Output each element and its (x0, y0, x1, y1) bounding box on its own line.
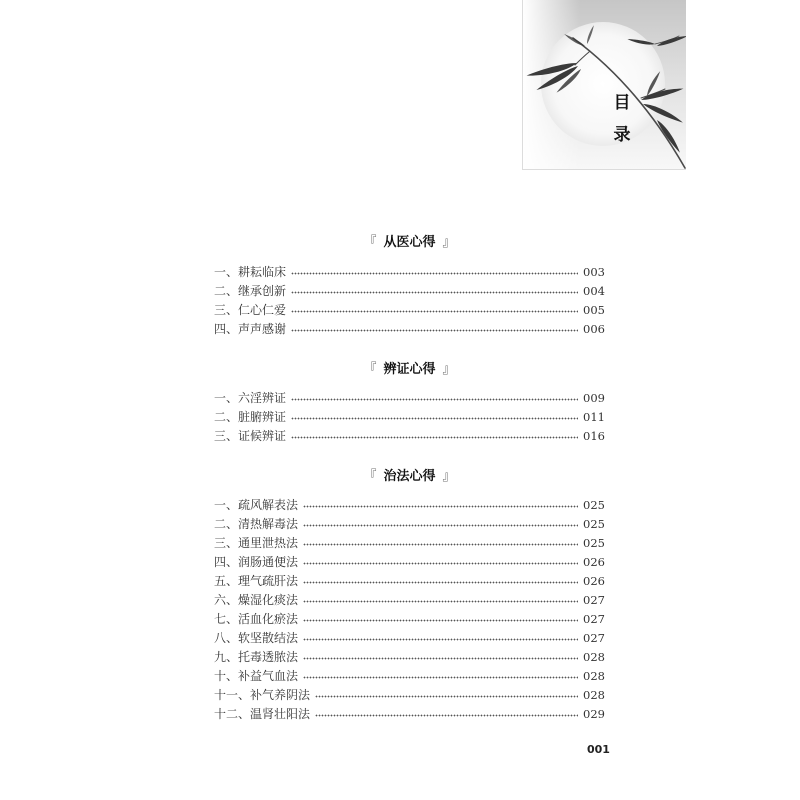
toc-entry (214, 515, 605, 534)
toc-entry (214, 534, 605, 553)
toc-entry (214, 282, 605, 301)
entry-page-number: 003 (583, 265, 605, 279)
dot-leader (291, 417, 578, 420)
entry-page-number: 027 (583, 612, 605, 626)
entry-page-number: 025 (583, 536, 605, 550)
entry-page-number: 026 (583, 574, 605, 588)
dot-leader (291, 329, 578, 332)
toc-entry (214, 591, 605, 610)
dot-leader (291, 310, 578, 313)
toc-entry (214, 705, 605, 724)
section-title-open-bracket: 『 (363, 235, 377, 250)
dot-leader (303, 524, 578, 527)
entry-title: 七、活血化瘀法 (214, 612, 299, 626)
entry-title: 三、通里泄热法 (214, 536, 299, 550)
toc-entry (214, 263, 605, 282)
toc-entry (214, 553, 605, 572)
dot-leader (291, 291, 578, 294)
entry-page-number: 028 (583, 688, 605, 702)
toc-entry (214, 648, 605, 667)
section-title-close-bracket: 』 (442, 469, 456, 484)
section-entries (214, 389, 605, 446)
section-title (214, 362, 605, 378)
section-entries (214, 263, 605, 339)
toc-entry (214, 427, 605, 446)
toc-entry (214, 389, 605, 408)
toc-entry (214, 629, 605, 648)
toc-entry (214, 572, 605, 591)
entry-page-number: 016 (583, 429, 605, 443)
entry-title: 三、证候辨证 (214, 429, 287, 443)
entry-title: 八、软坚散结法 (214, 631, 299, 645)
toc-title-char-1: 目 (613, 93, 631, 113)
toc-entry (214, 320, 605, 339)
entry-title: 二、脏腑辨证 (214, 410, 287, 424)
entry-title: 十、补益气血法 (214, 669, 299, 683)
entry-page-number: 028 (583, 669, 605, 683)
section-title-open-bracket: 『 (363, 469, 377, 484)
toc-entry (214, 301, 605, 320)
section-title-text: 辨证心得 (383, 362, 436, 377)
entry-page-number: 009 (583, 391, 605, 405)
entry-title: 四、润肠通便法 (214, 555, 299, 569)
entry-page-number: 025 (583, 517, 605, 531)
toc-entry (214, 408, 605, 427)
dot-leader (303, 505, 578, 508)
dot-leader (291, 398, 578, 401)
entry-page-number: 026 (583, 555, 605, 569)
dot-leader (303, 600, 578, 603)
bamboo-moon-illustration (523, 0, 686, 170)
entry-title: 三、仁心仁爱 (214, 303, 287, 317)
page-number: 001 (587, 743, 610, 756)
section-title (214, 235, 605, 251)
entry-page-number: 011 (583, 410, 605, 424)
entry-title: 四、声声感谢 (214, 322, 287, 336)
entry-page-number: 027 (583, 593, 605, 607)
entry-title: 十一、补气养阴法 (214, 688, 311, 702)
entry-title: 二、清热解毒法 (214, 517, 299, 531)
entry-title: 五、理气疏肝法 (214, 574, 299, 588)
section-entries (214, 496, 605, 724)
toc-title-char-2: 录 (613, 125, 631, 145)
dot-leader (303, 543, 578, 546)
entry-title: 九、托毒透脓法 (214, 650, 299, 664)
section-title-text: 治法心得 (383, 469, 436, 484)
header-illustration (522, 0, 686, 170)
entry-title: 一、六淫辨证 (214, 391, 287, 405)
dot-leader (303, 619, 578, 622)
moon (541, 22, 665, 146)
entry-title: 二、继承创新 (214, 284, 287, 298)
entry-title: 一、耕耘临床 (214, 265, 287, 279)
entry-title: 一、疏风解表法 (214, 498, 299, 512)
section-title-open-bracket: 『 (363, 362, 377, 377)
entry-title: 十二、温肾壮阳法 (214, 707, 311, 721)
dot-leader (315, 714, 578, 717)
entry-title: 六、燥湿化痰法 (214, 593, 299, 607)
entry-page-number: 027 (583, 631, 605, 645)
dot-leader (303, 638, 578, 641)
entry-page-number: 006 (583, 322, 605, 336)
section-title-close-bracket: 』 (442, 362, 456, 377)
section-title-close-bracket: 』 (442, 235, 456, 250)
toc-entry (214, 496, 605, 515)
dot-leader (291, 272, 578, 275)
entry-page-number: 025 (583, 498, 605, 512)
entry-page-number: 029 (583, 707, 605, 721)
section-title (214, 469, 605, 485)
dot-leader (303, 657, 578, 660)
dot-leader (315, 695, 578, 698)
section-title-text: 从医心得 (383, 235, 436, 250)
dot-leader (291, 436, 578, 439)
dot-leader (303, 676, 578, 679)
toc-entry (214, 610, 605, 629)
dot-leader (303, 562, 578, 565)
toc-entry (214, 667, 605, 686)
dot-leader (303, 581, 578, 584)
toc-entry (214, 686, 605, 705)
entry-page-number: 004 (583, 284, 605, 298)
entry-page-number: 028 (583, 650, 605, 664)
entry-page-number: 005 (583, 303, 605, 317)
